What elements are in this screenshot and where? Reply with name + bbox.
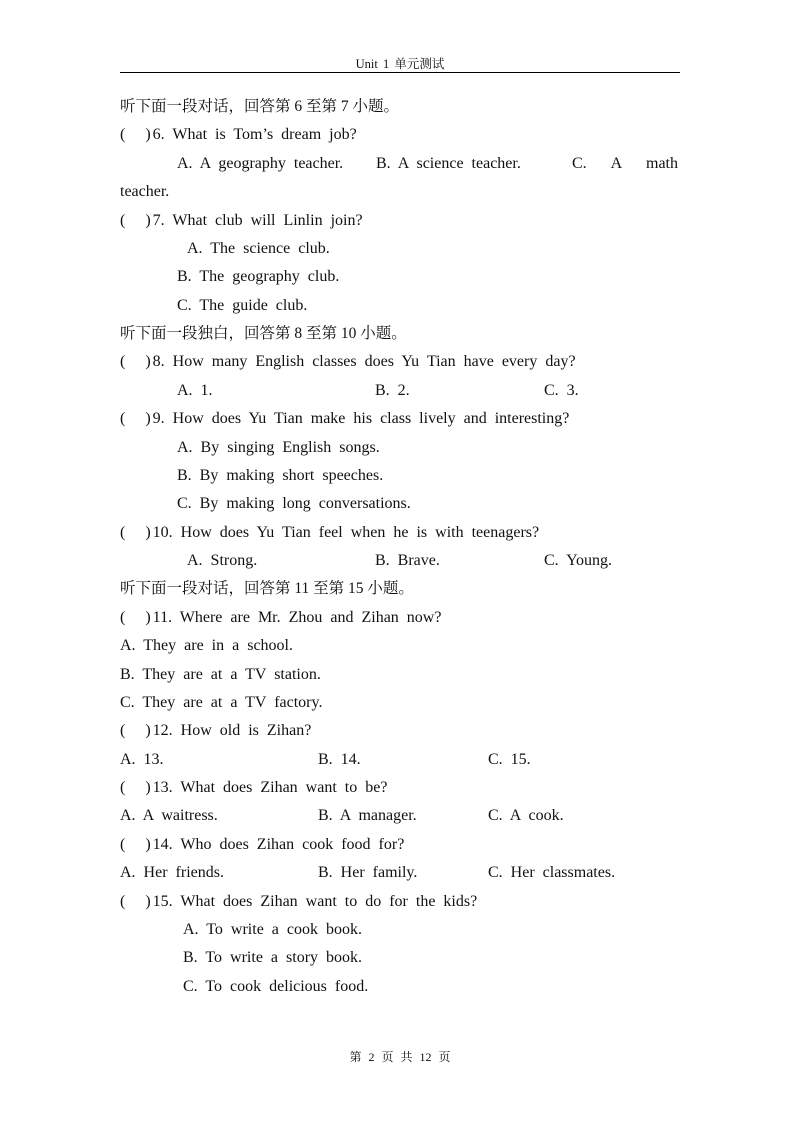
- option-b: B. To write a story book.: [183, 949, 363, 967]
- option-a: A. 1.: [177, 381, 213, 399]
- option-c: C. To cook delicious food.: [183, 977, 369, 995]
- question-text: 11. Where are Mr. Zhou and Zihan now?: [152, 608, 442, 626]
- option-a: A. To write a cook book.: [183, 920, 362, 938]
- answer-bracket: ( ): [120, 353, 151, 371]
- question-row: [120, 121, 680, 149]
- question-row: [120, 207, 680, 235]
- option-a: A. The science club.: [187, 239, 330, 257]
- options-row: [120, 689, 680, 717]
- page-header-title: Unit 1 单元测试: [355, 57, 445, 71]
- option-a: A. A geography teacher.: [177, 154, 344, 172]
- section-instruction: [120, 93, 680, 121]
- option-a: A. A waitress.: [120, 807, 218, 825]
- option-c-continuation: teacher.: [120, 183, 170, 201]
- question-row: [120, 831, 680, 859]
- answer-bracket: ( ): [120, 211, 151, 229]
- option-a: A. Strong.: [187, 552, 258, 569]
- options-row: [120, 150, 680, 178]
- option-b: B. A science teacher.: [376, 154, 521, 172]
- question-row: [120, 717, 680, 745]
- option-c: C. 3.: [544, 381, 579, 399]
- option-a: A. They are in a school.: [120, 637, 293, 655]
- header-divider: [120, 72, 680, 73]
- options-row: [120, 944, 680, 972]
- question-text: 9. How does Yu Tian make his class lively and interesting?: [152, 410, 570, 428]
- option-a: A. By singing English songs.: [177, 438, 380, 456]
- option-c: C. A cook.: [488, 807, 564, 825]
- options-row: [120, 377, 680, 405]
- options-row: [120, 916, 680, 944]
- answer-bracket: ( ): [120, 779, 151, 796]
- question-text: 12. How old is Zihan?: [152, 722, 312, 740]
- question-text: 10. How does Yu Tian feel when he is with teenagers?: [152, 523, 540, 541]
- question-row: [120, 405, 680, 433]
- instruction-text: 听下面一段对话，回答第 6 至第 7 小题。: [120, 98, 400, 115]
- option-c: C. Her classmates.: [488, 864, 616, 882]
- options-row: [120, 292, 680, 320]
- option-continuation-row: [120, 178, 680, 206]
- answer-bracket: ( ): [120, 410, 151, 428]
- question-text: 8. How many English classes does Yu Tian have every day?: [152, 353, 576, 371]
- options-row: [120, 462, 680, 490]
- option-c: C. By making long conversations.: [177, 495, 411, 513]
- question-text: 7. What club will Linlin join?: [152, 211, 363, 229]
- section-instruction: [120, 575, 680, 603]
- option-c: C. A math: [572, 154, 678, 172]
- instruction-text: 听下面一段独白，回答第 8 至第 10 小题。: [120, 325, 407, 342]
- exam-content: [120, 93, 680, 1001]
- question-row: [120, 888, 680, 916]
- option-b: B. 14.: [318, 750, 361, 768]
- options-row: [120, 490, 680, 518]
- option-c: C. They are at a TV factory.: [120, 693, 323, 711]
- options-row: [120, 235, 680, 263]
- question-text: 15. What does Zihan want to do for the kids?: [152, 892, 478, 910]
- options-row: [120, 632, 680, 660]
- option-c: C. 15.: [488, 750, 531, 768]
- answer-bracket: ( ): [120, 835, 151, 853]
- option-b: B. 2.: [375, 381, 410, 399]
- options-row: [120, 547, 680, 575]
- answer-bracket: ( ): [120, 608, 151, 626]
- option-b: B. The geography club.: [177, 268, 340, 286]
- option-a: A. 13.: [120, 750, 164, 768]
- question-row: [120, 774, 680, 802]
- option-b: B. A manager.: [318, 807, 417, 825]
- section-instruction: [120, 320, 680, 348]
- page-footer: 第 2 页 共 12 页: [349, 1050, 451, 1064]
- options-row: [120, 661, 680, 689]
- answer-bracket: ( ): [120, 722, 151, 740]
- option-b: B. They are at a TV station.: [120, 665, 321, 683]
- question-row: [120, 348, 680, 376]
- question-text: 14. Who does Zihan cook food for?: [152, 835, 405, 853]
- options-row: [120, 746, 680, 774]
- answer-bracket: ( ): [120, 892, 151, 910]
- option-a: A. Her friends.: [120, 864, 224, 882]
- option-b: B. Her family.: [318, 864, 418, 882]
- question-row: [120, 604, 680, 632]
- question-row: [120, 519, 680, 547]
- options-row: [120, 802, 680, 830]
- option-b: B. Brave.: [375, 552, 440, 569]
- question-text: 13. What does Zihan want to be?: [152, 779, 388, 796]
- options-row: [120, 434, 680, 462]
- option-b: B. By making short speeches.: [177, 466, 384, 484]
- instruction-text: 听下面一段对话，回答第 11 至第 15 小题。: [120, 580, 414, 598]
- question-text: 6. What is Tom’s dream job?: [152, 126, 357, 144]
- options-row: [120, 973, 680, 1001]
- options-row: [120, 263, 680, 291]
- option-c: C. The guide club.: [177, 296, 308, 314]
- answer-bracket: ( ): [120, 523, 151, 541]
- options-row: [120, 859, 680, 887]
- answer-bracket: ( ): [120, 126, 151, 144]
- option-c: C. Young.: [544, 552, 613, 569]
